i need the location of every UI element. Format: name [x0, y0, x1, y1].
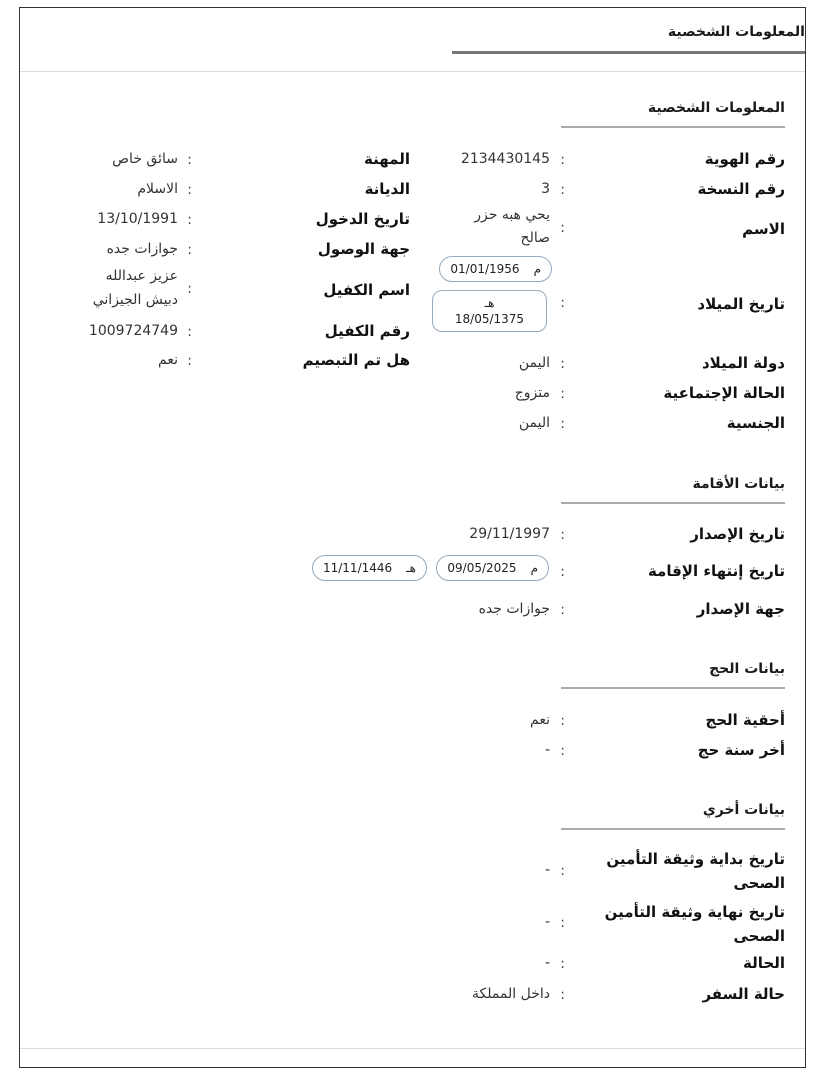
footer-divider	[20, 1048, 805, 1049]
colon: :	[187, 281, 192, 297]
birth-date-label: تاريخ الميلاد	[697, 295, 785, 313]
colon: :	[560, 987, 565, 1003]
insurance-end-value: -	[544, 914, 550, 930]
entry-date-value: 13/10/1991	[97, 211, 178, 227]
religion-value: الاسلام	[137, 181, 178, 197]
colon: :	[560, 386, 565, 402]
section-title-personal: المعلومات الشخصية	[647, 100, 785, 116]
insurance-end-label-line2: الصحى	[733, 927, 785, 945]
hajj-eligibility-value: نعم	[530, 712, 550, 728]
expiry-gregorian: 09/05/2025	[447, 561, 517, 575]
colon: :	[560, 295, 565, 311]
fingerprint-value: نعم	[158, 352, 178, 368]
sponsor-name-line1: عزيز عبدالله	[105, 268, 178, 284]
name-label: الاسم	[742, 220, 785, 238]
nationality-label: الجنسية	[726, 414, 785, 432]
expiry-hijri: 11/11/1446	[322, 561, 393, 575]
birth-country-value: اليمن	[518, 355, 550, 371]
sponsor-id-label: رقم الكفيل	[324, 322, 410, 340]
copy-number-value: 3	[541, 181, 550, 197]
colon: :	[187, 152, 192, 168]
issuer-label: جهة الإصدار	[696, 600, 785, 618]
insurance-start-label-line1: تاريخ بداية وثيقة التأمين	[606, 850, 785, 868]
colon: :	[560, 564, 565, 580]
issue-date-label: تاريخ الإصدار	[690, 525, 785, 543]
section-title-residence: بيانات الأقامة	[692, 476, 785, 492]
birth-date-gregorian: 01/01/1956	[450, 262, 520, 276]
sponsor-name-line2: دبيش الجيزاني	[92, 292, 178, 308]
insurance-start-value: -	[544, 862, 550, 878]
colon: :	[560, 527, 565, 543]
expiry-gregorian-badge	[436, 555, 549, 581]
colon: :	[560, 416, 565, 432]
colon: :	[560, 743, 565, 759]
section-underline	[561, 828, 785, 830]
nationality-value: اليمن	[518, 415, 550, 431]
expiry-hijri-badge	[312, 555, 427, 581]
birth-country-label: دولة الميلاد	[701, 354, 785, 372]
colon: :	[560, 220, 565, 236]
colon: :	[187, 324, 192, 340]
colon: :	[187, 212, 192, 228]
section-title-other: بيانات أخري	[702, 802, 785, 818]
sponsor-name-label: اسم الكفيل	[323, 281, 410, 299]
copy-number-label: رقم النسخة	[697, 180, 785, 198]
colon: :	[560, 713, 565, 729]
travel-status-value: داخل المملكة	[471, 986, 550, 1002]
colon: :	[560, 956, 565, 972]
marital-status-value: متزوج	[514, 385, 550, 401]
hijri-unit: هـ	[484, 296, 495, 310]
insurance-start-label-line2: الصحى	[733, 874, 785, 892]
id-number-label: رقم الهوية	[704, 150, 785, 168]
birth-date-gregorian-badge	[439, 256, 552, 282]
id-number-value: 2134430145	[460, 151, 550, 167]
last-hajj-year-label: أخر سنة حج	[697, 741, 785, 759]
section-title-hajj: بيانات الحج	[709, 661, 785, 677]
residence-expiry-label: تاريخ إنتهاء الإقامة	[647, 562, 785, 580]
personal-info-panel	[19, 7, 806, 1068]
hijri-unit: هـ	[406, 561, 416, 575]
header-divider	[20, 71, 805, 72]
arrival-point-label: جهة الوصول	[317, 240, 410, 258]
colon: :	[560, 182, 565, 198]
issue-date-value: 29/11/1997	[469, 526, 550, 542]
section-underline	[561, 502, 785, 504]
marital-status-label: الحالة الإجتماعية	[663, 384, 785, 402]
issuer-value: جوازات جده	[478, 601, 550, 617]
active-tab-indicator	[452, 51, 805, 54]
arrival-point-value: جوازات جده	[106, 241, 178, 257]
colon: :	[560, 602, 565, 618]
section-underline	[561, 687, 785, 689]
gregorian-unit: م	[533, 262, 541, 276]
name-value-line2: صالح	[520, 230, 550, 246]
status-value: -	[544, 955, 550, 971]
status-label: الحالة	[743, 954, 785, 972]
birth-date-hijri: 18/05/1375	[454, 312, 525, 326]
religion-label: الديانة	[364, 180, 410, 198]
colon: :	[560, 356, 565, 372]
fingerprint-label: هل تم التبصيم	[302, 351, 410, 369]
colon: :	[187, 182, 192, 198]
profession-value: سائق خاص	[112, 151, 178, 167]
colon: :	[560, 915, 565, 931]
name-value-line1: يحي هبه حزر	[474, 207, 550, 223]
birth-date-hijri-badge	[432, 290, 547, 332]
panel-title: المعلومات الشخصية	[667, 24, 805, 40]
colon: :	[187, 353, 192, 369]
hajj-eligibility-label: أحقية الحج	[705, 711, 785, 729]
entry-date-label: تاريخ الدخول	[315, 210, 410, 228]
profession-label: المهنة	[364, 150, 410, 168]
colon: :	[560, 152, 565, 168]
sponsor-id-value: 1009724749	[88, 323, 178, 339]
gregorian-unit: م	[530, 561, 538, 575]
colon: :	[560, 863, 565, 879]
section-underline	[561, 126, 785, 128]
last-hajj-year-value: -	[544, 742, 550, 758]
colon: :	[187, 242, 192, 258]
insurance-end-label-line1: تاريخ نهاية وثيقة التأمين	[604, 903, 785, 921]
travel-status-label: حالة السفر	[702, 985, 785, 1003]
